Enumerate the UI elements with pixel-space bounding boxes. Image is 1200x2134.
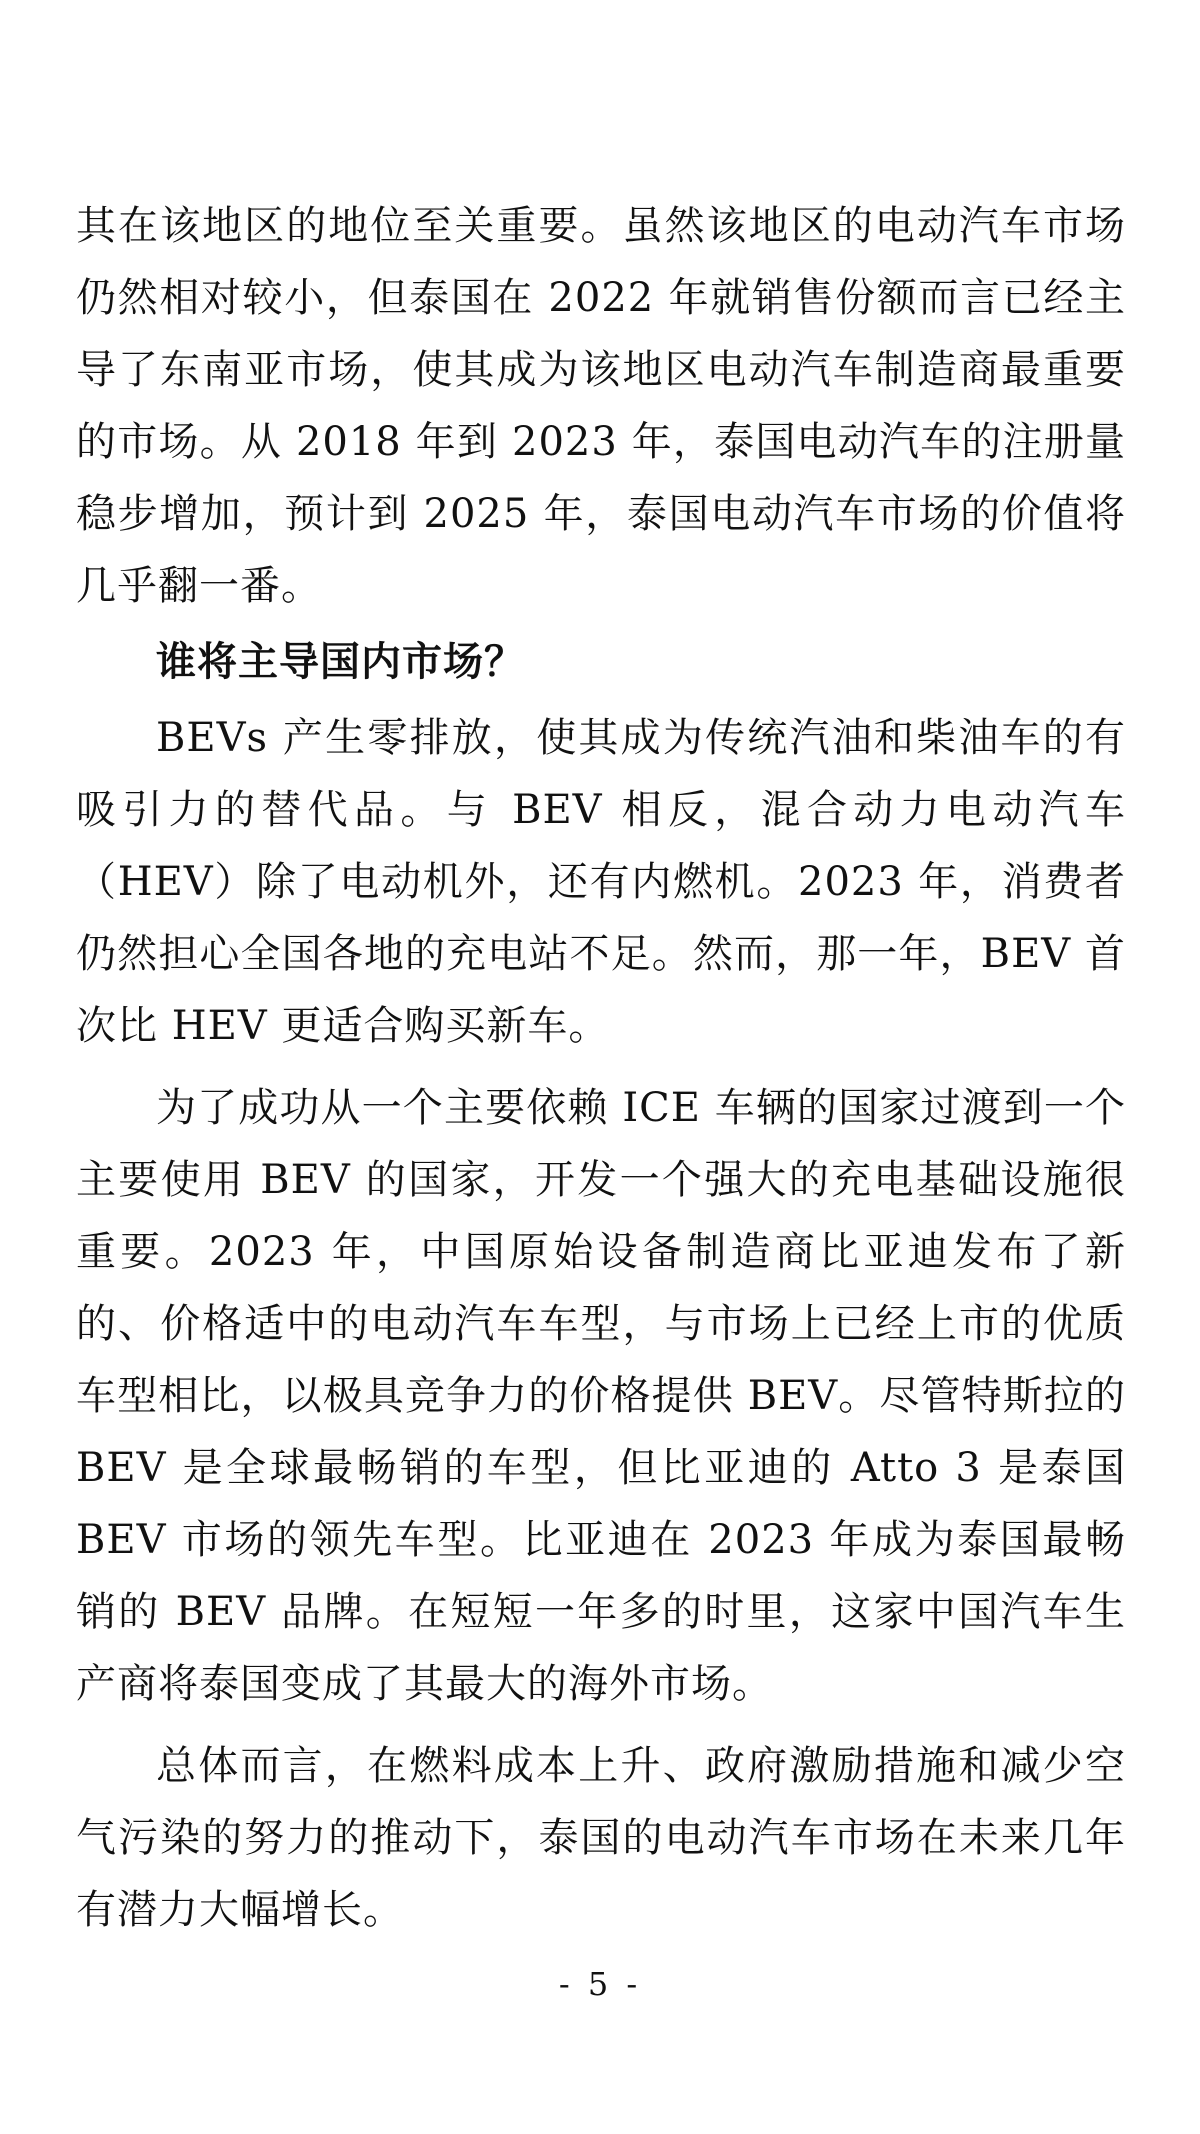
- page-number: - 5 -: [558, 1965, 642, 2003]
- paragraph-4: 总体而言，在燃料成本上升、政府激励措施和减少空气污染的努力的推动下，泰国的电动汽车市场在未来几年有潜力大幅增长。: [76, 1743, 1126, 1933]
- paragraph-3: 为了成功从一个主要依赖 ICE 车辆的国家过渡到一个主要使用 BEV 的国家，开发一个强大的充电基础设施很重要。2023 年，中国原始设备制造商比亚迪发布了新的、价格适中的电动汽车车型，与市场上已经上市的优质车型相比，以极具竞争力的价格提供 BEV。尽管特斯拉的 BEV 是全球最畅销的车型，但比亚迪的 Atto 3 是泰国 BEV 市场的领先车型。比亚迪在 2023 年成为泰国最畅销的 BEV 品牌。在短短一年多的时里，这家中国汽车生产商将泰国变成了其最大的海外市场。: [76, 1085, 1126, 1707]
- paragraph-2: BEVs 产生零排放，使其成为传统汽油和柴油车的有吸引力的替代品。与 BEV 相反，混合动力电动汽车（HEV）除了电动机外，还有内燃机。2023 年，消费者仍然担心全国各地的充电站不足。然而，那一年，BEV 首次比 HEV 更适合购买新车。: [76, 715, 1126, 1049]
- paragraph-1: 其在该地区的地位至关重要。虽然该地区的电动汽车市场仍然相对较小，但泰国在 2022 年就销售份额而言已经主导了东南亚市场，使其成为该地区电动汽车制造商最重要的市场。从 2018 年到 2023 年，泰国电动汽车的注册量稳步增加，预计到 2025 年，泰国电动汽车市场的价值将几乎翻一番。: [76, 203, 1126, 609]
- document-body: [76, 190, 1126, 1946]
- section-heading: 谁将主导国内市场？: [156, 639, 525, 685]
